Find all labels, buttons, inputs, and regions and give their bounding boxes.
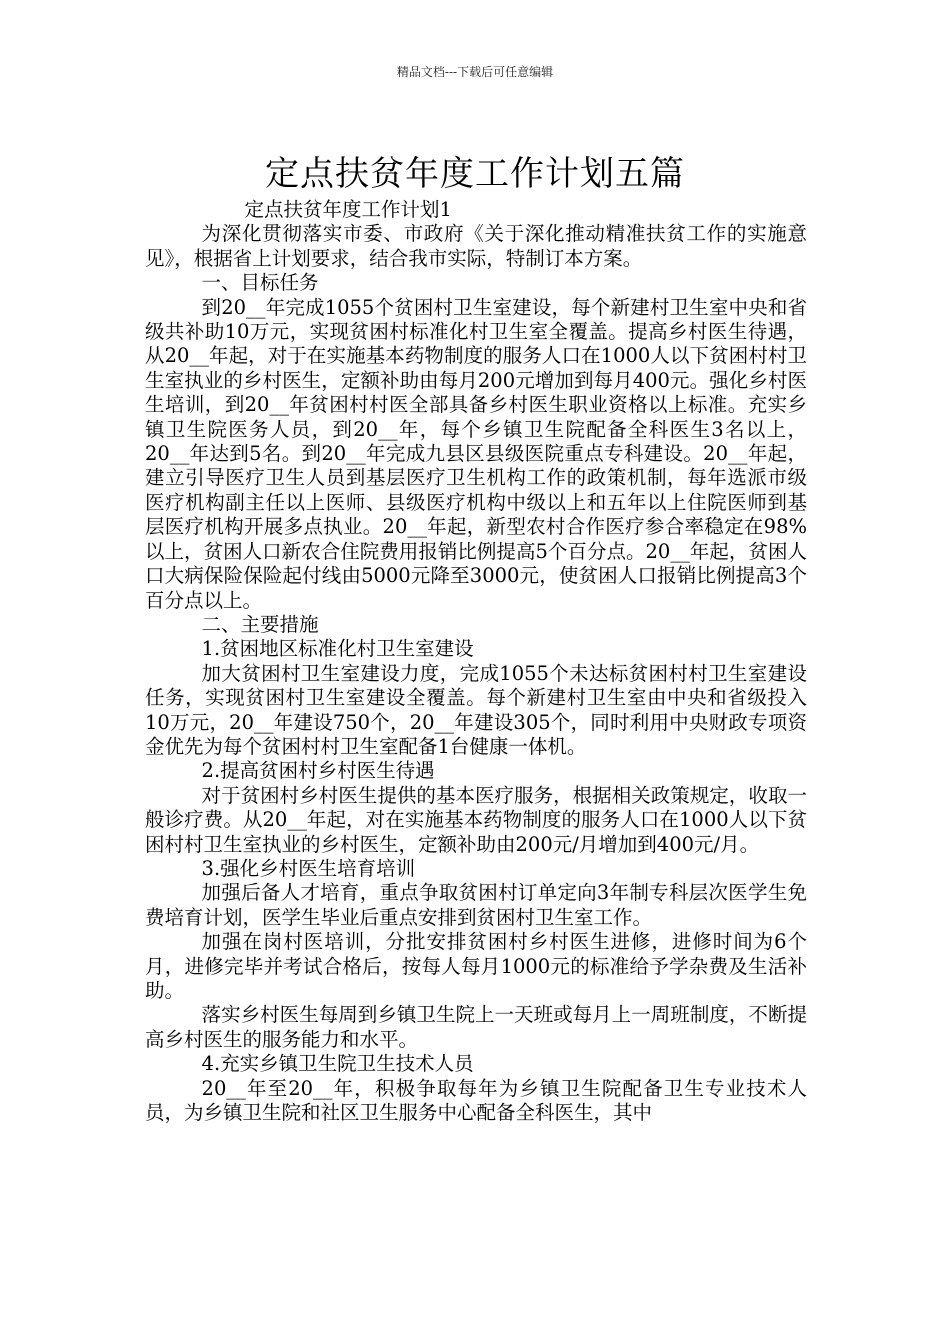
paragraph-intro: 为深化贯彻落实市委、市政府《关于深化推动精准扶贫工作的实施意见》，根据省上计划要求，结合我市实际，特制订本方案。 (145, 222, 807, 270)
subheading-4: 4.充实乡镇卫生院卫生技术人员 (201, 1052, 474, 1076)
paragraph-2: 对于贫困村乡村医生提供的基本医疗服务，根据相关政策规定，收取一般诊疗费。从20__年起，对在实施基本药物制度的服务人口在1000人以下贫困村村卫生室执业的乡村医生，定额补助由200元/月增加到400元/月。 (145, 783, 807, 856)
page-header: 精品文档---下载后可任意编辑 (396, 65, 554, 79)
heading-measures: 二、主要措施 (201, 612, 319, 636)
subheading-3: 3.强化乡村医生培育培训 (201, 856, 416, 880)
paragraph-1: 加大贫困村卫生室建设力度，完成1055个未达标贫困村村卫生室建设任务，实现贫困村卫生室建设全覆盖。每个新建村卫生室由中央和省级投入10万元，20__年建设750个，20__年建设305个，同时利用中央财政专项资金优先为每个贫困村村卫生室配备1台健康一体机。 (145, 661, 807, 758)
section-subtitle: 定点扶贫年度工作计划1 (244, 198, 452, 221)
subheading-1: 1.贫困地区标准化村卫生室建设 (201, 637, 474, 661)
document-title: 定点扶贫年度工作计划五篇 (265, 153, 685, 194)
document-body (145, 198, 807, 1125)
heading-goals: 一、目标任务 (201, 271, 319, 295)
paragraph-3c: 落实乡村医生每周到乡镇卫生院上一天班或每月上一周班制度，不断提高乡村医生的服务能力和水平。 (145, 1003, 807, 1051)
paragraph-goals: 到20__年完成1055个贫困村卫生室建设，每个新建村卫生室中央和省级共补助10万元，实现贫困村标准化村卫生室全覆盖。提高乡村医生待遇，从20__年起，对于在实施基本药物制度的服务人口在1000人以下贫困村村卫生室执业的乡村医生，定额补助由每月200元增加到每月400元。强化乡村医生培训，到20__年贫困村村医全部具备乡村医生职业资格以上标准。充实乡镇卫生院医务人员，到20__年，每个乡镇卫生院配备全科医生3名以上，20__年达到5名。到20__年完成九县区县级医院重点专科建设。20__年起，建立引导医疗卫生人员到基层医疗卫生机构工作的政策机制，每年选派市级医疗机构副主任以上医师、县级医疗机构中级以上和五年以上住院医师到基层医疗机构开展多点执业。20__年起，新型农村合作医疗参合率稳定在98%以上，贫困人口新农合住院费用报销比例提高5个百分点。20__年起，贫困人口大病保险保险起付线由5000元降至3000元，使贫困人口报销比例提高3个百分点以上。 (145, 295, 807, 612)
paragraph-3b: 加强在岗村医培训，分批安排贫困村乡村医生进修，进修时间为6个月，进修完毕并考试合格后，按每人每月1000元的标准给予学杂费及生活补助。 (145, 930, 807, 1002)
paragraph-4: 20__年至20__年，积极争取每年为乡镇卫生院配备卫生专业技术人员，为乡镇卫生院和社区卫生服务中心配备全科医生，其中 (145, 1076, 807, 1125)
subheading-2: 2.提高贫困村乡村医生待遇 (201, 759, 435, 783)
paragraph-3a: 加强后备人才培育，重点争取贫困村订单定向3年制专科层次医学生免费培育计划，医学生毕业后重点安排到贫困村卫生室工作。 (145, 881, 807, 929)
